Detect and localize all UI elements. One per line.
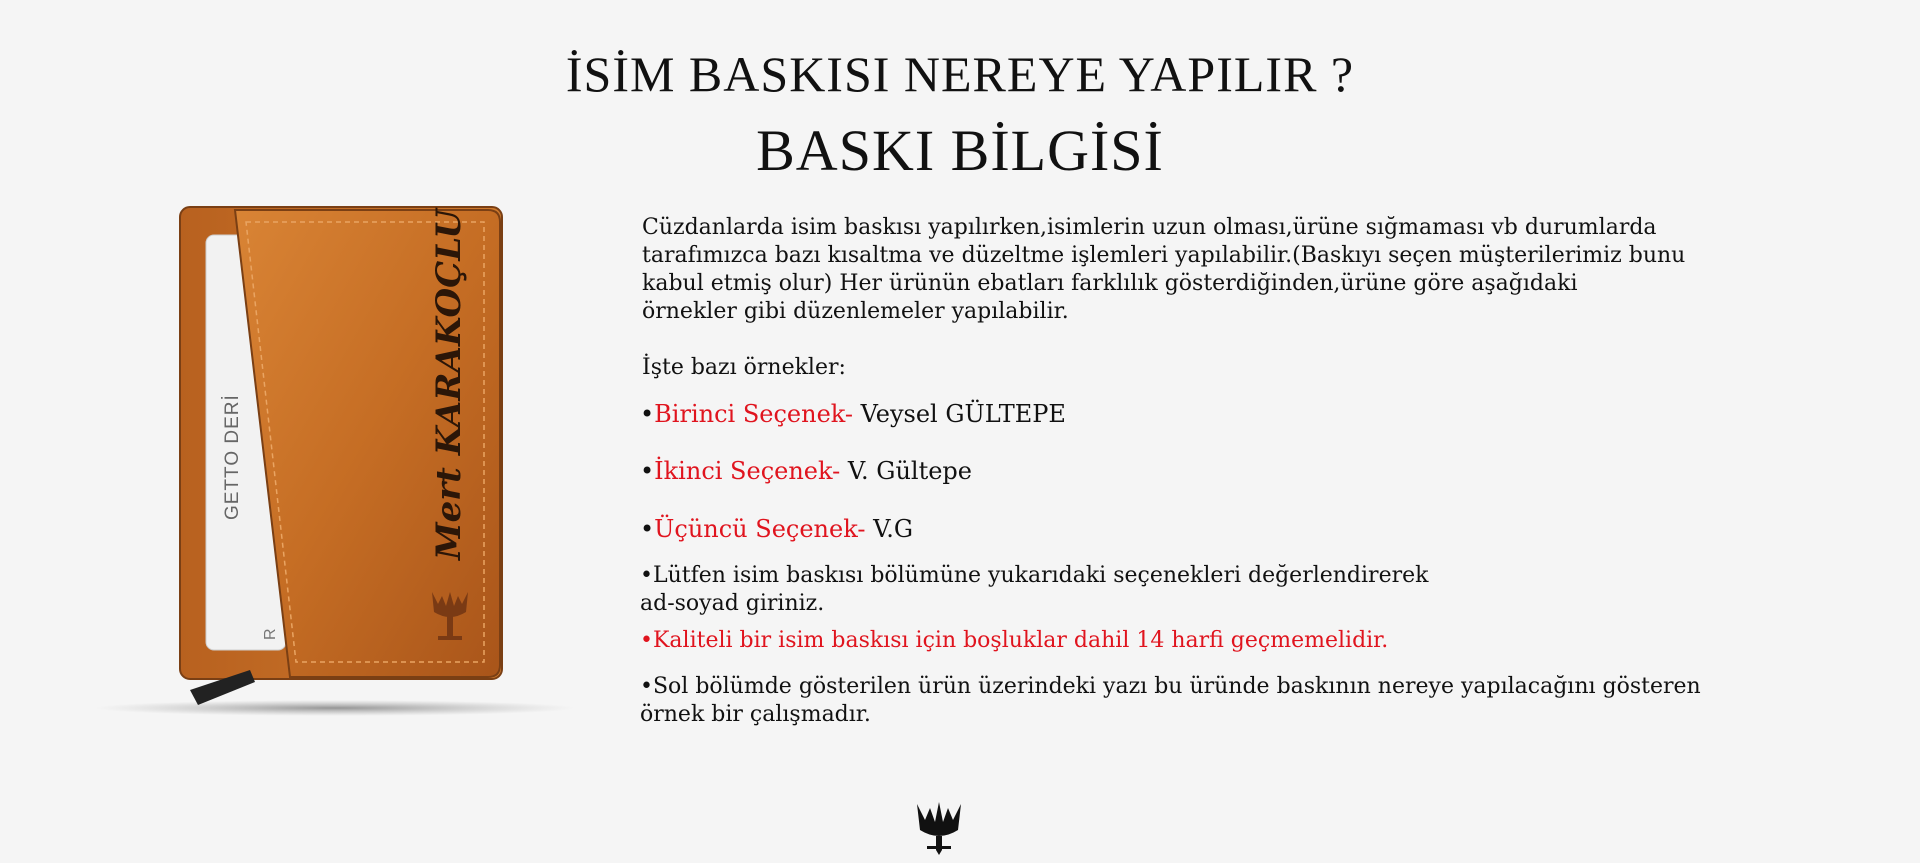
intro-line: tarafımızca bazı kısaltma ve düzeltme işlemleri yapılabilir.(Baskıyı seçen müşterilerimiz bunu: [642, 243, 1686, 268]
card-brand-text: GETTO DERİ: [222, 394, 243, 520]
intro-line: Cüzdanlarda isim baskısı yapılırken,isimlerin uzun olması,ürüne sığmaması vb durumlarda: [642, 215, 1657, 240]
sample-note-line2: örnek bir çalışmadır.: [640, 702, 871, 727]
sample-note-line1: •Sol bölümde gösterilen ürün üzerindeki yazı bu üründe baskının nereye yapılacağını gösteren: [640, 674, 1701, 699]
option-bullet: •: [640, 400, 655, 428]
intro-line: kabul etmiş olur) Her ürünün ebatları farklılık gösterdiğinden,ürüne göre aşağıdaki: [642, 271, 1578, 296]
character-limit-note: •Kaliteli bir isim baskısı için boşluklar dahil 14 harfi geçmemelidir.: [640, 628, 1389, 653]
option-bullet: •: [640, 515, 655, 543]
intro-paragraph: [642, 214, 1892, 326]
trident-logo: [915, 800, 963, 856]
card-mark-text: R: [262, 628, 279, 640]
enter-name-note-line1: •Lütfen isim baskısı bölümüne yukarıdaki seçenekleri değerlendirerek: [640, 563, 1429, 588]
option-third: [640, 514, 913, 544]
wallet-illustration: [80, 200, 600, 720]
wallet-image: [80, 200, 600, 720]
option-bullet: •: [640, 457, 655, 485]
option-name: Birinci Seçenek-: [654, 400, 853, 428]
engraving-text: Mert KARAKOÇLU: [429, 209, 469, 560]
option-first: [640, 399, 1066, 429]
page-subtitle: BASKI BİLGİSİ: [756, 118, 1164, 183]
intro-line: örnekler gibi düzenlemeler yapılabilir.: [642, 299, 1069, 324]
option-value: V. Gültepe: [840, 457, 972, 485]
option-value: V.G: [865, 515, 914, 543]
option-value: Veysel GÜLTEPE: [853, 400, 1066, 428]
wallet-shadow: [95, 700, 575, 716]
option-second: [640, 456, 972, 486]
option-name: İkinci Seçenek-: [654, 457, 841, 485]
enter-name-note-line2: ad-soyad giriniz.: [640, 591, 825, 616]
option-name: Üçüncü Seçenek-: [654, 515, 866, 543]
examples-label: İşte bazı örnekler:: [642, 355, 846, 380]
page-title: İSİM BASKISI NEREYE YAPILIR ?: [565, 46, 1355, 102]
